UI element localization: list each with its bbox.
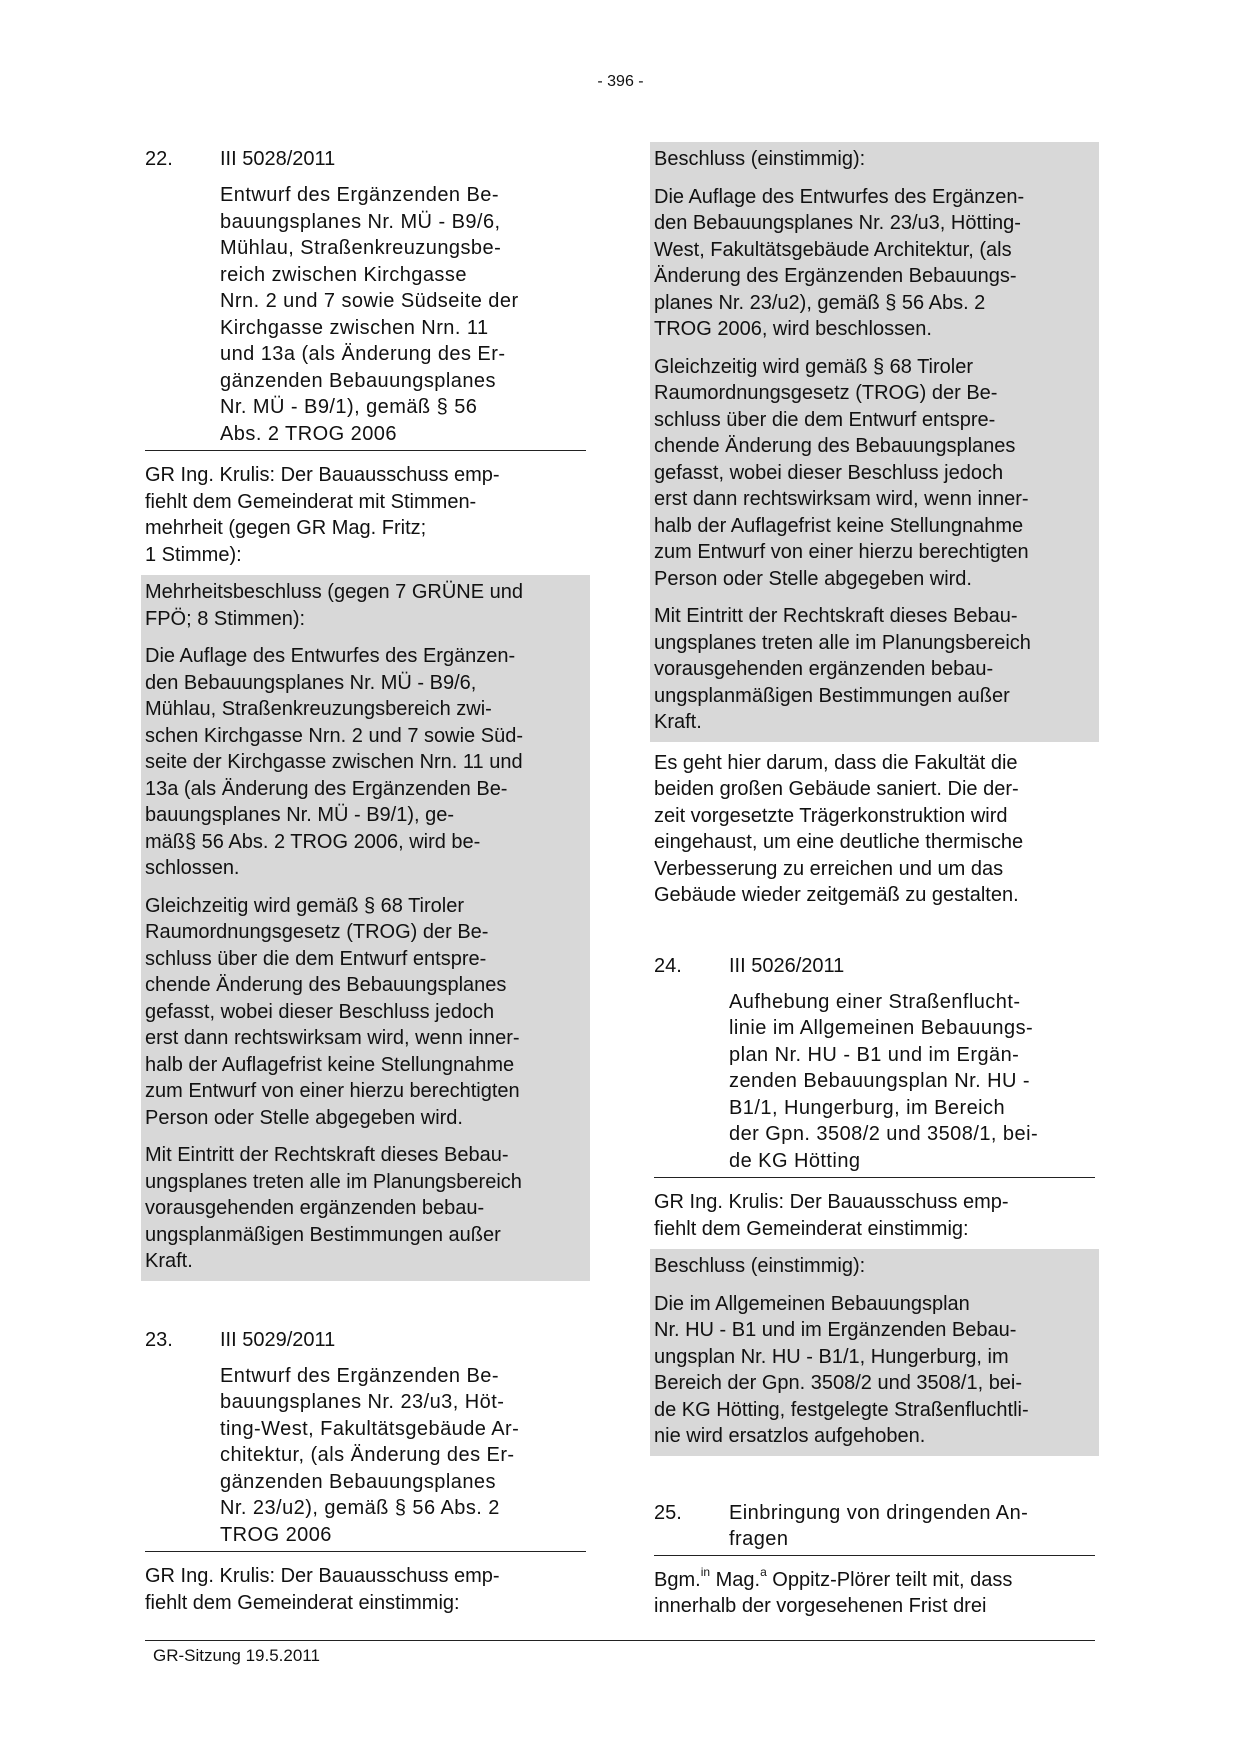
agenda-item-24 xyxy=(654,953,1095,1456)
item-24-title: Aufhebung einer Straßenflucht- linie im Allgemeinen Bebauungs- plan Nr. HU - B1 und im Ergän- zenden Bebauungsplan Nr. HU - B1/1, Hungerburg, im Bereich der Gpn. 3508/2 und 3508/1, bei- de KG Hötting xyxy=(729,990,1039,1172)
item-22-resolution-heading: Mehrheitsbeschluss (gegen 7 GRÜNE und FPÖ; 8 Stimmen): xyxy=(145,581,523,630)
footer-session-date: GR-Sitzung 19.5.2011 xyxy=(153,1646,320,1665)
item-22-code: III 5028/2011 xyxy=(220,148,336,170)
item-22-committee-statement: GR Ing. Krulis: Der Bauausschuss emp- fiehlt dem Gemeinderat mit Stimmen- mehrheit (gegen GR Mag. Fritz; 1 Stimme): xyxy=(145,464,500,566)
item-25-statement-pre: Bgm. xyxy=(654,1568,701,1591)
item-22-title: Entwurf des Ergänzenden Be- bauungsplanes Nr. MÜ - B9/6, Mühlau, Straßenkreuzungsbe- reich zwischen Kirchgasse Nrn. 2 und 7 sowie Südseite der Kirchgasse zwischen Nrn. 11 und 13a (als Änderung des Er- gänzenden Bebauungsplanes Nr. MÜ - B9/1), gemäß § 56 Abs. 2 TROG 2006 xyxy=(220,184,519,445)
item-25-statement-sup-a: a xyxy=(760,1564,767,1579)
item-23-resolution-paragraph: Die Auflage des Entwurfes des Ergänzen- den Bebauungsplanes Nr. 23/u3, Hötting- West, Fakultätsgebäude Architektur, (als Änderung des Ergänzenden Bebauungs- planes Nr. 23/u2), gemäß § 56 Abs. 2 TROG 2006, wird beschlossen. xyxy=(654,185,1025,340)
item-23-title: Entwurf des Ergänzenden Be- bauungsplanes Nr. 23/u3, Höt- ting-West, Fakultätsgebäude Ar- chitektur, (als Änderung des Er- gänzenden Bebauungsplanes Nr. 23/u2), gemäß § 56 Abs. 2 TROG 2006 xyxy=(220,1364,520,1546)
item-24-divider xyxy=(654,1177,1095,1178)
item-25-title: Einbringung von dringenden An- fragen xyxy=(729,1501,1029,1550)
right-column xyxy=(654,146,1095,1620)
item-22-resolution-paragraph: Mit Eintritt der Rechtskraft dieses Bebau- ungsplanes treten alle im Planungsbereich vorausgehenden ergänzenden bebau- ungsplanmäßigen Bestimmungen außer Kraft. xyxy=(145,1144,522,1272)
item-25-statement xyxy=(654,1564,1095,1620)
item-23-divider xyxy=(145,1551,586,1552)
item-22-divider xyxy=(145,450,586,451)
item-22-resolution-paragraph: Gleichzeitig wird gemäß § 68 Tiroler Raumordnungsgesetz (TROG) der Be- schluss über die dem Entwurf entspre- chende Änderung des Bebauungsplanes gefasst, wobei dieser Beschluss jedoch erst dann rechtswirksam wird, wenn inner- halb der Auflagefrist keine Stellungnahme zum Entwurf von einer hierzu berechtigten Person oder Stelle abgegeben wird. xyxy=(145,894,520,1129)
footer-divider xyxy=(145,1640,1095,1641)
item-23-resolution-paragraph: Gleichzeitig wird gemäß § 68 Tiroler Raumordnungsgesetz (TROG) der Be- schluss über die dem Entwurf entspre- chende Änderung des Bebauungsplanes gefasst, wobei dieser Beschluss jedoch erst dann rechtswirksam wird, wenn inner- halb der Auflagefrist keine Stellungnahme zum Entwurf von einer hierzu berechtigten Person oder Stelle abgegeben wird. xyxy=(654,355,1029,590)
page-number: - 396 - xyxy=(597,73,644,90)
agenda-item-25 xyxy=(654,1500,1095,1620)
item-24-heading xyxy=(654,953,1095,979)
item-25-heading xyxy=(654,1500,1095,1552)
item-25-statement-post: Oppitz-Plörer teilt mit, dass innerhalb der vorgesehenen Frist drei xyxy=(654,1568,1013,1617)
item-23-committee-statement: GR Ing. Krulis: Der Bauausschuss emp- fiehlt dem Gemeinderat einstimmig: xyxy=(145,1565,500,1614)
item-23-resolution-paragraph: Mit Eintritt der Rechtskraft dieses Bebau- ungsplanes treten alle im Planungsbereich vorausgehenden ergänzenden bebau- ungsplanmäßigen Bestimmungen außer Kraft. xyxy=(654,605,1031,733)
item-24-resolution-box xyxy=(650,1249,1099,1456)
agenda-item-22 xyxy=(145,146,586,1281)
item-24-code: III 5026/2011 xyxy=(729,954,845,977)
item-22-resolution-box xyxy=(141,575,590,1281)
item-25-statement-sup-in: in xyxy=(700,1564,711,1579)
item-25-divider xyxy=(654,1555,1095,1556)
item-23-code: III 5029/2011 xyxy=(220,1328,336,1351)
item-23-number: 23. xyxy=(145,1328,173,1351)
item-24-resolution-heading: Beschluss (einstimmig): xyxy=(654,1255,866,1277)
item-23-resolution-box xyxy=(650,142,1099,742)
item-24-committee-statement: GR Ing. Krulis: Der Bauausschuss emp- fiehlt dem Gemeinderat einstimmig: xyxy=(654,1191,1009,1240)
item-23-heading xyxy=(145,1327,586,1353)
item-23-resolution-heading: Beschluss (einstimmig): xyxy=(654,148,866,170)
item-22-number: 22. xyxy=(145,148,173,170)
item-22-resolution-paragraph: Die Auflage des Entwurfes des Ergänzen- den Bebauungsplanes Nr. MÜ - B9/6, Mühlau, Straßenkreuzungsbereich zwi- schen Kirchgasse Nrn. 2 und 7 sowie Süd- seite der Kirchgasse zwischen Nrn. 11 und 13a (als Änderung des Ergänzenden Be- bauungsplanes Nr. MÜ - B9/1), ge- mäß§ 56 Abs. 2 TROG 2006, wird be- schlossen. xyxy=(145,645,523,879)
item-22-heading xyxy=(145,146,586,172)
item-25-statement-mid: Mag. xyxy=(710,1568,761,1591)
item-23-note: Es geht hier darum, dass die Fakultät die beiden großen Gebäude saniert. Die der- zeit vorgesetzte Trägerkonstruktion wird eingehaust, um eine deutliche thermische Verbesserung zu erreichen und um das Gebäude wieder zeitgemäß zu gestalten. xyxy=(654,751,1024,906)
item-24-number: 24. xyxy=(654,954,682,977)
agenda-item-23 xyxy=(145,1327,586,1617)
item-25-number: 25. xyxy=(654,1501,682,1524)
left-column xyxy=(145,146,586,1616)
item-24-resolution-paragraph: Die im Allgemeinen Bebauungsplan Nr. HU - B1 und im Ergänzenden Bebau- ungsplan Nr. HU - B1/1, Hungerburg, im Bereich der Gpn. 3508/2 und 3508/1, bei- de KG Hötting, festgelegte Straßenfluchtli- nie wird ersatzlos aufgehoben. xyxy=(654,1292,1029,1447)
